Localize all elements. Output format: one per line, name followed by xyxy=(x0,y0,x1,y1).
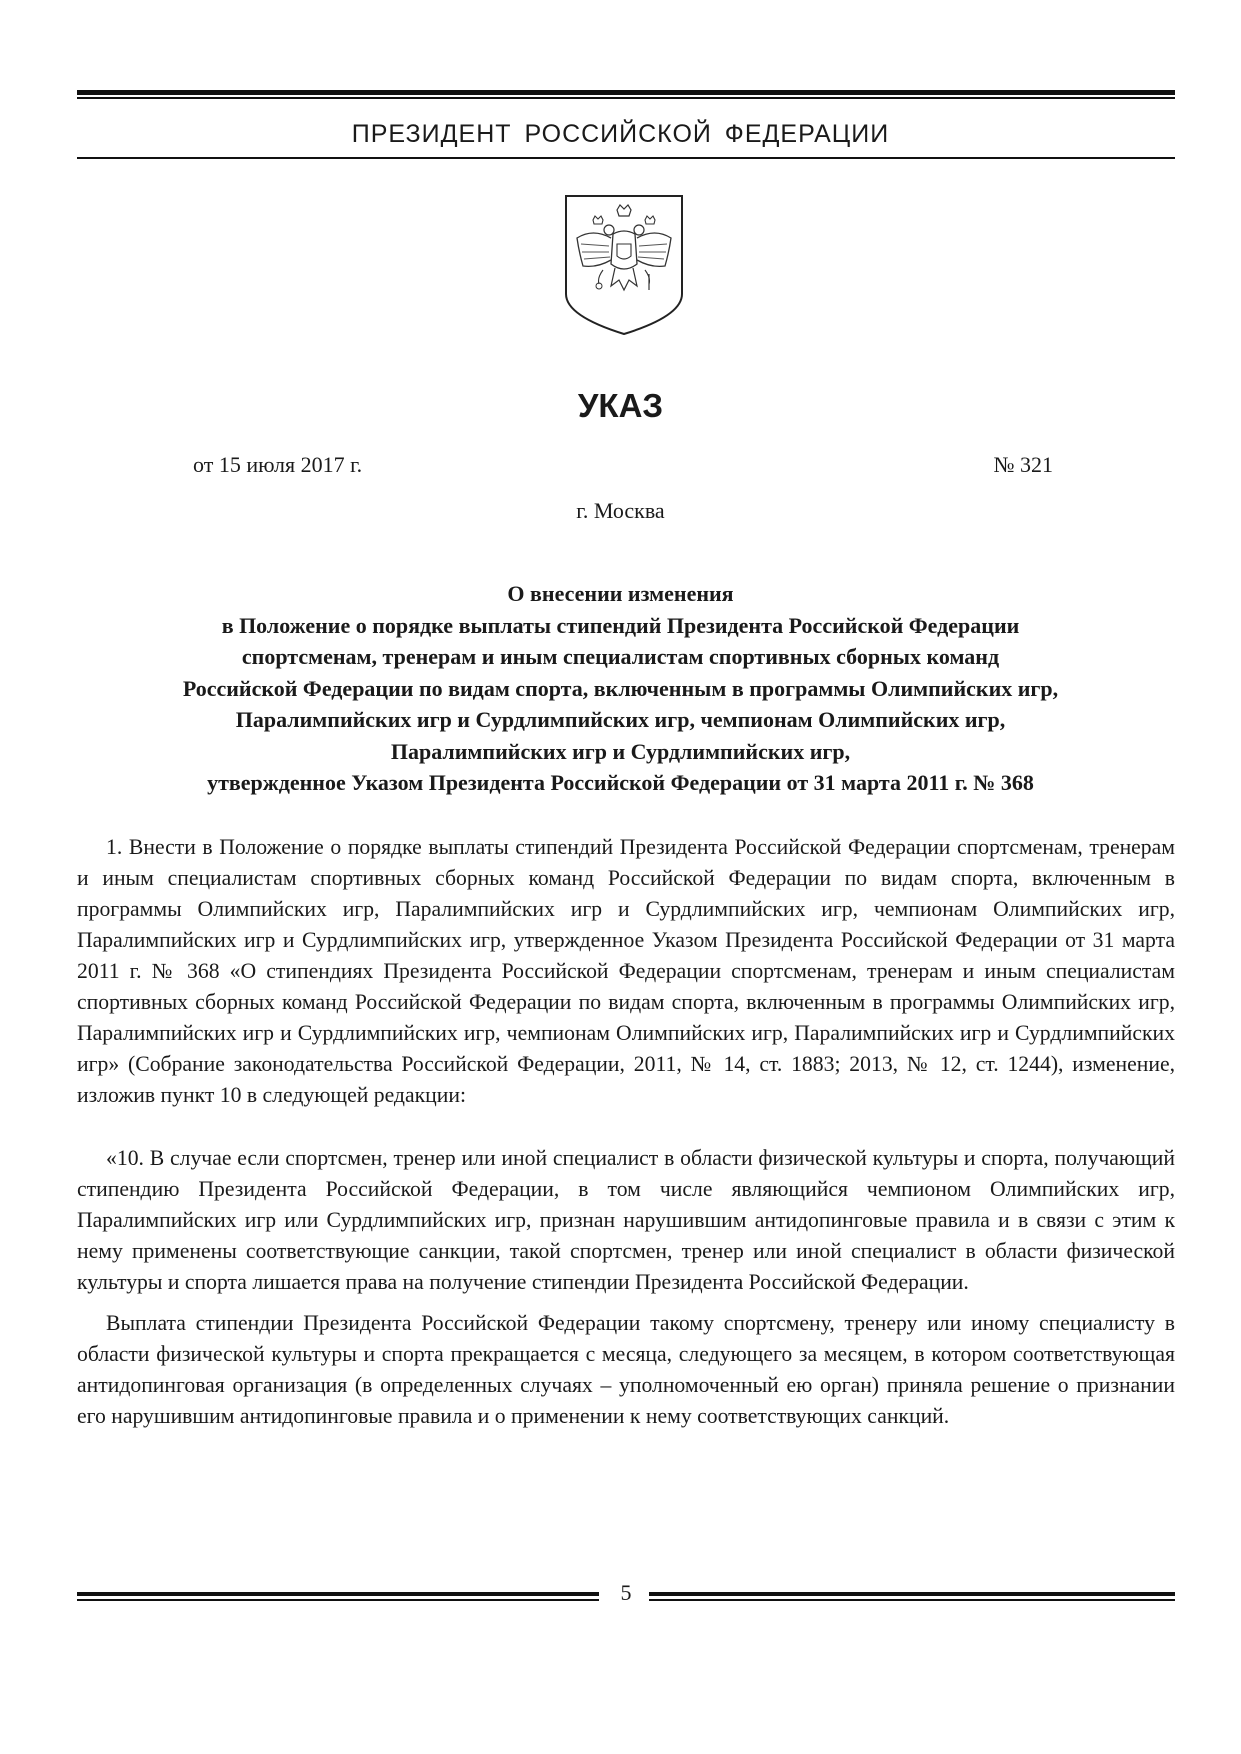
document-type: УКАЗ xyxy=(577,387,664,424)
document-title xyxy=(80,578,1161,799)
title-line: О внесении изменения xyxy=(507,581,734,606)
page-number: 5 xyxy=(620,1580,632,1605)
header-title: ПРЕЗИДЕНТ РОССИЙСКОЙ ФЕДЕРАЦИИ xyxy=(351,120,890,148)
page-footer xyxy=(77,1580,1175,1610)
title-line: Паралимпийских игр и Сурдлимпийских игр, чемпионам Олимпийских игр, xyxy=(235,707,1006,732)
title-line: утвержденное Указом Президента Российской Федерации от 31 марта 2011 г. № 368 xyxy=(207,770,1034,795)
russian-coat-of-arms-icon xyxy=(563,194,685,336)
top-rule-thin xyxy=(77,97,1175,99)
title-line: Российской Федерации по видам спорта, включенным в программы Олимпийских игр, xyxy=(182,675,1059,701)
document-body xyxy=(77,832,1175,1432)
document-number: № 321 xyxy=(993,452,1053,477)
title-line: спортсменам, тренерам и иным специалистам спортивных сборных команд xyxy=(241,644,1000,669)
document-city: г. Москва xyxy=(576,498,665,523)
document-date: от 15 июля 2017 г. xyxy=(193,452,363,477)
paragraph: 1. Внести в Положение о порядке выплаты стипендий Президента Российской Федерации спортсменам, тренерам и иным специалистам спортивных сборных команд Российской Федерации по видам спорта, включенным в программы Олимпийских игр, Паралимпийских игр и Сурдлимпийских игр, чемпионам Олимпийских игр, Паралимпийских игр и Сурдлимпийских игр, утвержденное Указом Президента Российской Федерации от 31 марта 2011 г. № 368 «О стипендиях Президента Российской Федерации спортсменам, тренерам и иным специалистам спортивных сборных команд Российской Федерации по видам спорта, включенным в программы Олимпийских игр, Паралимпийских игр и Сурдлимпийских игр, чемпионам Олимпийских игр, Паралимпийских игр и Сурдлимпийских игр» (Собрание законодательства Российской Федерации, 2011, № 14, ст. 1883; 2013, № 12, ст. 1244), изменение, изложив пункт 10 в следующей редакции: xyxy=(77,835,1175,1107)
paragraph: «10. В случае если спортсмен, тренер или иной специалист в области физической культуры и спорта, получающий стипендию Президента Российской Федерации, в том числе являющийся чемпионом Олимпийских игр, Паралимпийских игр или Сурдлимпийских игр, признан нарушившим антидопинговые правила и в связи с этим к нему применены соответствующие санкции, такой спортсмен, тренер или иной специалист в области физической культуры и спорта лишается права на получение стипендии Президента Российской Федерации. xyxy=(77,1146,1175,1294)
header-underline xyxy=(77,157,1175,159)
title-line: в Положение о порядке выплаты стипендий Президента Российской Федерации xyxy=(221,612,1020,638)
paragraph: Выплата стипендии Президента Российской Федерации такому спортсмену, тренеру или иному специалисту в области физической культуры и спорта прекращается с месяца, следующего за месяцем, в котором соответствующая антидопинговая организация (в определенных случаях – уполномоченный ею орган) приняла решение о признании его нарушившим антидопинговые правила и о применении к нему соответствующих санкций. xyxy=(77,1311,1175,1428)
top-rule-thick xyxy=(77,90,1175,95)
title-line: Паралимпийских игр и Сурдлимпийских игр, xyxy=(390,738,851,764)
